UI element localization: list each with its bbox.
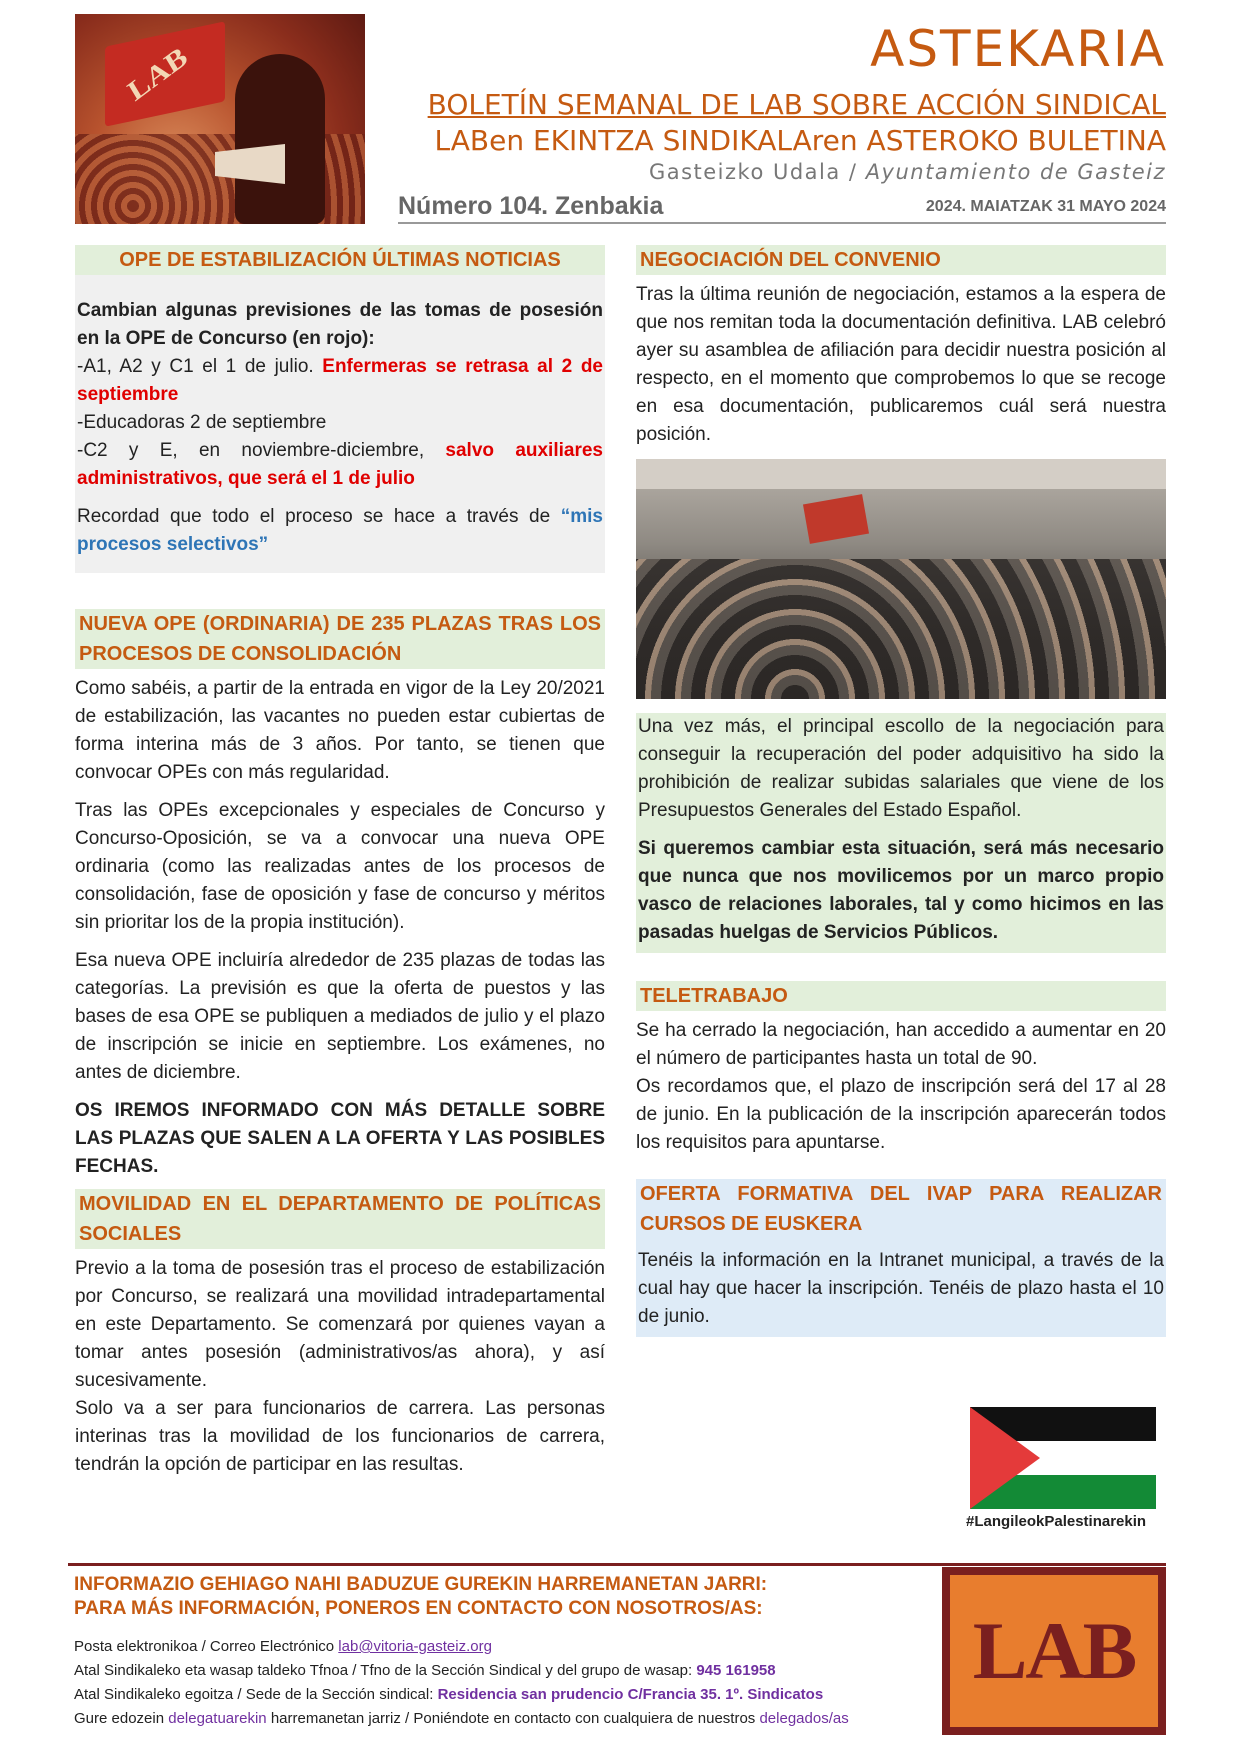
contact-delegados: delegados/as <box>759 1710 849 1727</box>
convenio-highlight-box <box>636 713 1166 953</box>
assembly-photo <box>636 459 1166 699</box>
mis-procesos-link[interactable]: “mis procesos selectivos” <box>77 506 603 555</box>
ope-line-1-text: -A1, A2 y C1 el 1 de julio. <box>77 356 323 377</box>
issue-date: 2024. MAIATZAK 31 MAYO 2024 <box>925 198 1166 215</box>
ivap-box <box>636 1239 1166 1337</box>
footer-contact-line <box>74 1710 849 1727</box>
lab-logo <box>942 1567 1166 1735</box>
lab-logo-inner <box>950 1575 1158 1727</box>
section-title-teletrabajo: TELETRABAJO <box>636 981 1166 1011</box>
ayto-es: Ayuntamiento de Gasteiz <box>865 160 1166 184</box>
seat-address: Residencia san prudencio C/Francia 35. 1º. Sindicatos <box>437 1686 824 1703</box>
section-title-convenio: NEGOCIACIÓN DEL CONVENIO <box>636 245 1166 275</box>
convenio-p3: Si queremos cambiar esta situación, será más necesario que nunca que nos movilicemos por un marco propio vasco de relaciones laborales, tal y como hicimos en las pasadas huelgas de Servicios Públicos. <box>638 838 1164 943</box>
ope-estabilizacion-box <box>75 275 605 573</box>
banner-image <box>803 494 869 544</box>
section-title-ivap: OFERTA FORMATIVA DEL IVAP PARA REALIZAR CURSOS DE EUSKERA <box>636 1179 1166 1239</box>
mail-label: Posta elektronikoa / Correo Electrónico <box>74 1638 339 1655</box>
teletrabajo-p1: Se ha cerrado la negociación, han accedido a aumentar en 20 el número de participantes hasta un total de 90. <box>636 1020 1166 1069</box>
right-column <box>636 245 1166 1337</box>
palestine-hashtag: #LangileokPalestinarekin <box>966 1513 1147 1530</box>
mail-link[interactable]: lab@vitoria-gasteiz.org <box>338 1638 492 1655</box>
convenio-p1: Tras la última reunión de negociación, estamos a la espera de que nos remitan toda la documentación definitiva. LAB celebró ayer su asamblea de afiliación para decidir nuestra posición al respecto, en el momento que comprobemos lo que se recoge en esa documentación, publicaremos cuál será nuestra posición. <box>636 284 1166 445</box>
issue-number: Número 104. Zenbakia <box>398 192 664 220</box>
person-image <box>235 54 325 224</box>
audience-image <box>636 559 1166 699</box>
footer-line-es: PARA MÁS INFORMACIÓN, PONEROS EN CONTACTO CON NOSOTROS/AS: <box>74 1598 763 1619</box>
left-column <box>75 245 605 1479</box>
nueva-ope-p2: Tras las OPEs excepcionales y especiales de Concurso y Concurso-Oposición, se va a convocar una nueva OPE ordinaria (como las realizadas antes de los procesos de consolidación, fase de oposición y fase de concurso y méritos sin prioritar los de la propia institución). <box>75 800 605 933</box>
contact-c: harremanetan jarriz / Poniéndote en contacto con cualquiera de nuestros <box>266 1710 760 1727</box>
footer-seat-line <box>74 1686 823 1703</box>
ope-recall-text: Recordad que todo el proceso se hace a través de <box>77 506 561 527</box>
nueva-ope-p3: Esa nueva OPE incluiría alrededor de 235 plazas de todas las categorías. La previsión es que la oferta de puestos y las bases de esa OPE se publiquen a mediados de julio y el plazo de inscripción se inicie en septiembre. Los exámenes, no antes de diciembre. <box>75 950 605 1083</box>
seat-label: Atal Sindikaleko egoitza / Sede de la Sección sindical: <box>74 1686 438 1703</box>
photo-flag-text: LAB <box>122 40 193 108</box>
header-photo <box>75 14 365 224</box>
section-title-nueva-ope: NUEVA OPE (ORDINARIA) DE 235 PLAZAS TRAS LOS PROCESOS DE CONSOLIDACIÓN <box>75 609 605 669</box>
contact-a: Gure edozein <box>74 1710 169 1727</box>
subtitle-eu: LABen EKINTZA SINDIKALAren ASTEROKO BULETINA <box>434 124 1166 157</box>
convenio-p2: Una vez más, el principal escollo de la negociación para conseguir la recuperación del poder adquisitivo ha sido la prohibición de realizar subidas salariales que viene de los Presupuestos Generales del Estado Español. <box>638 716 1164 821</box>
ope-line-1-red: Enfermeras se retrasa al 2 de septiembre <box>77 356 603 405</box>
section-title-movilidad: MOVILIDAD EN EL DEPARTAMENTO DE POLÍTICAS SOCIALES <box>75 1189 605 1249</box>
contact-delegatu: delegatuarekin <box>168 1710 267 1727</box>
nueva-ope-p1: Como sabéis, a partir de la entrada en vigor de la Ley 20/2021 de estabilización, las vacantes no pueden estar cubiertas de forma interina más de 3 años. Por tanto, se tienen que convocar OPEs con más regularidad. <box>75 678 605 783</box>
palestine-flag-icon <box>970 1407 1156 1509</box>
ope-recall <box>77 503 603 559</box>
ayuntamiento-line <box>649 160 1166 184</box>
ayto-eu: Gasteizko Udala / <box>648 160 858 184</box>
ope-lead: Cambian algunas previsiones de las tomas de posesión en la OPE de Concurso (en rojo): <box>77 300 603 349</box>
footer-mail-line <box>74 1638 492 1655</box>
ivap-p1: Tenéis la información en la Intranet municipal, a través de la cual hay que hacer la inscripción. Tenéis de plazo hasta el 10 de junio. <box>638 1250 1164 1327</box>
footer-phone-line <box>74 1662 776 1679</box>
issue-line <box>398 192 1166 224</box>
ope-line-3-red: salvo auxiliares administrativos, que será el 1 de julio <box>77 440 603 489</box>
lab-flag-image <box>105 21 225 127</box>
phone-number: 945 161958 <box>696 1662 776 1679</box>
movilidad-p2: Solo va a ser para funcionarios de carrera. Las personas interinas tras la movilidad de los funcionarios de carrera, tendrán la opción de participar en las resultas. <box>75 1398 605 1475</box>
subtitle-es: BOLETÍN SEMANAL DE LAB SOBRE ACCIÓN SINDICAL <box>427 88 1166 121</box>
teletrabajo-p2: Os recordamos que, el plazo de inscripción será del 17 al 28 de junio. En la publicación de la inscripción aparecerán todos los requisitos para apuntarse. <box>636 1076 1166 1153</box>
nueva-ope-p4: OS IREMOS INFORMADO CON MÁS DETALLE SOBRE LAS PLAZAS QUE SALEN A LA OFERTA Y LAS POSIBLES FECHAS. <box>75 1100 605 1177</box>
ope-line-3-text: -C2 y E, en noviembre-diciembre, <box>77 440 446 461</box>
lab-logo-text: LAB <box>972 1605 1136 1696</box>
phone-label: Atal Sindikaleko eta wasap taldeko Tfnoa / Tfno de la Sección Sindical y del grupo de wasap: <box>74 1662 697 1679</box>
section-title-ope-estabilizacion: OPE DE ESTABILIZACIÓN ÚLTIMAS NOTICIAS <box>75 245 605 275</box>
ope-line-2: -Educadoras 2 de septiembre <box>77 412 327 433</box>
ope-line-3 <box>77 437 603 493</box>
footer-line-eu: INFORMAZIO GEHIAGO NAHI BADUZUE GUREKIN HARREMANETAN JARRI: <box>74 1574 768 1595</box>
newsletter-title: ASTEKARIA <box>870 20 1166 78</box>
ceiling-image <box>636 459 1166 489</box>
movilidad-p1: Previo a la toma de posesión tras el proceso de estabilización por Concurso, se realizará una movilidad intradepartamental en este Departamento. Se comenzará por quienes vayan a tomar antes posesión (administrativos/as ahora), y así sucesivamente. <box>75 1258 605 1391</box>
ope-line-1 <box>77 353 603 409</box>
